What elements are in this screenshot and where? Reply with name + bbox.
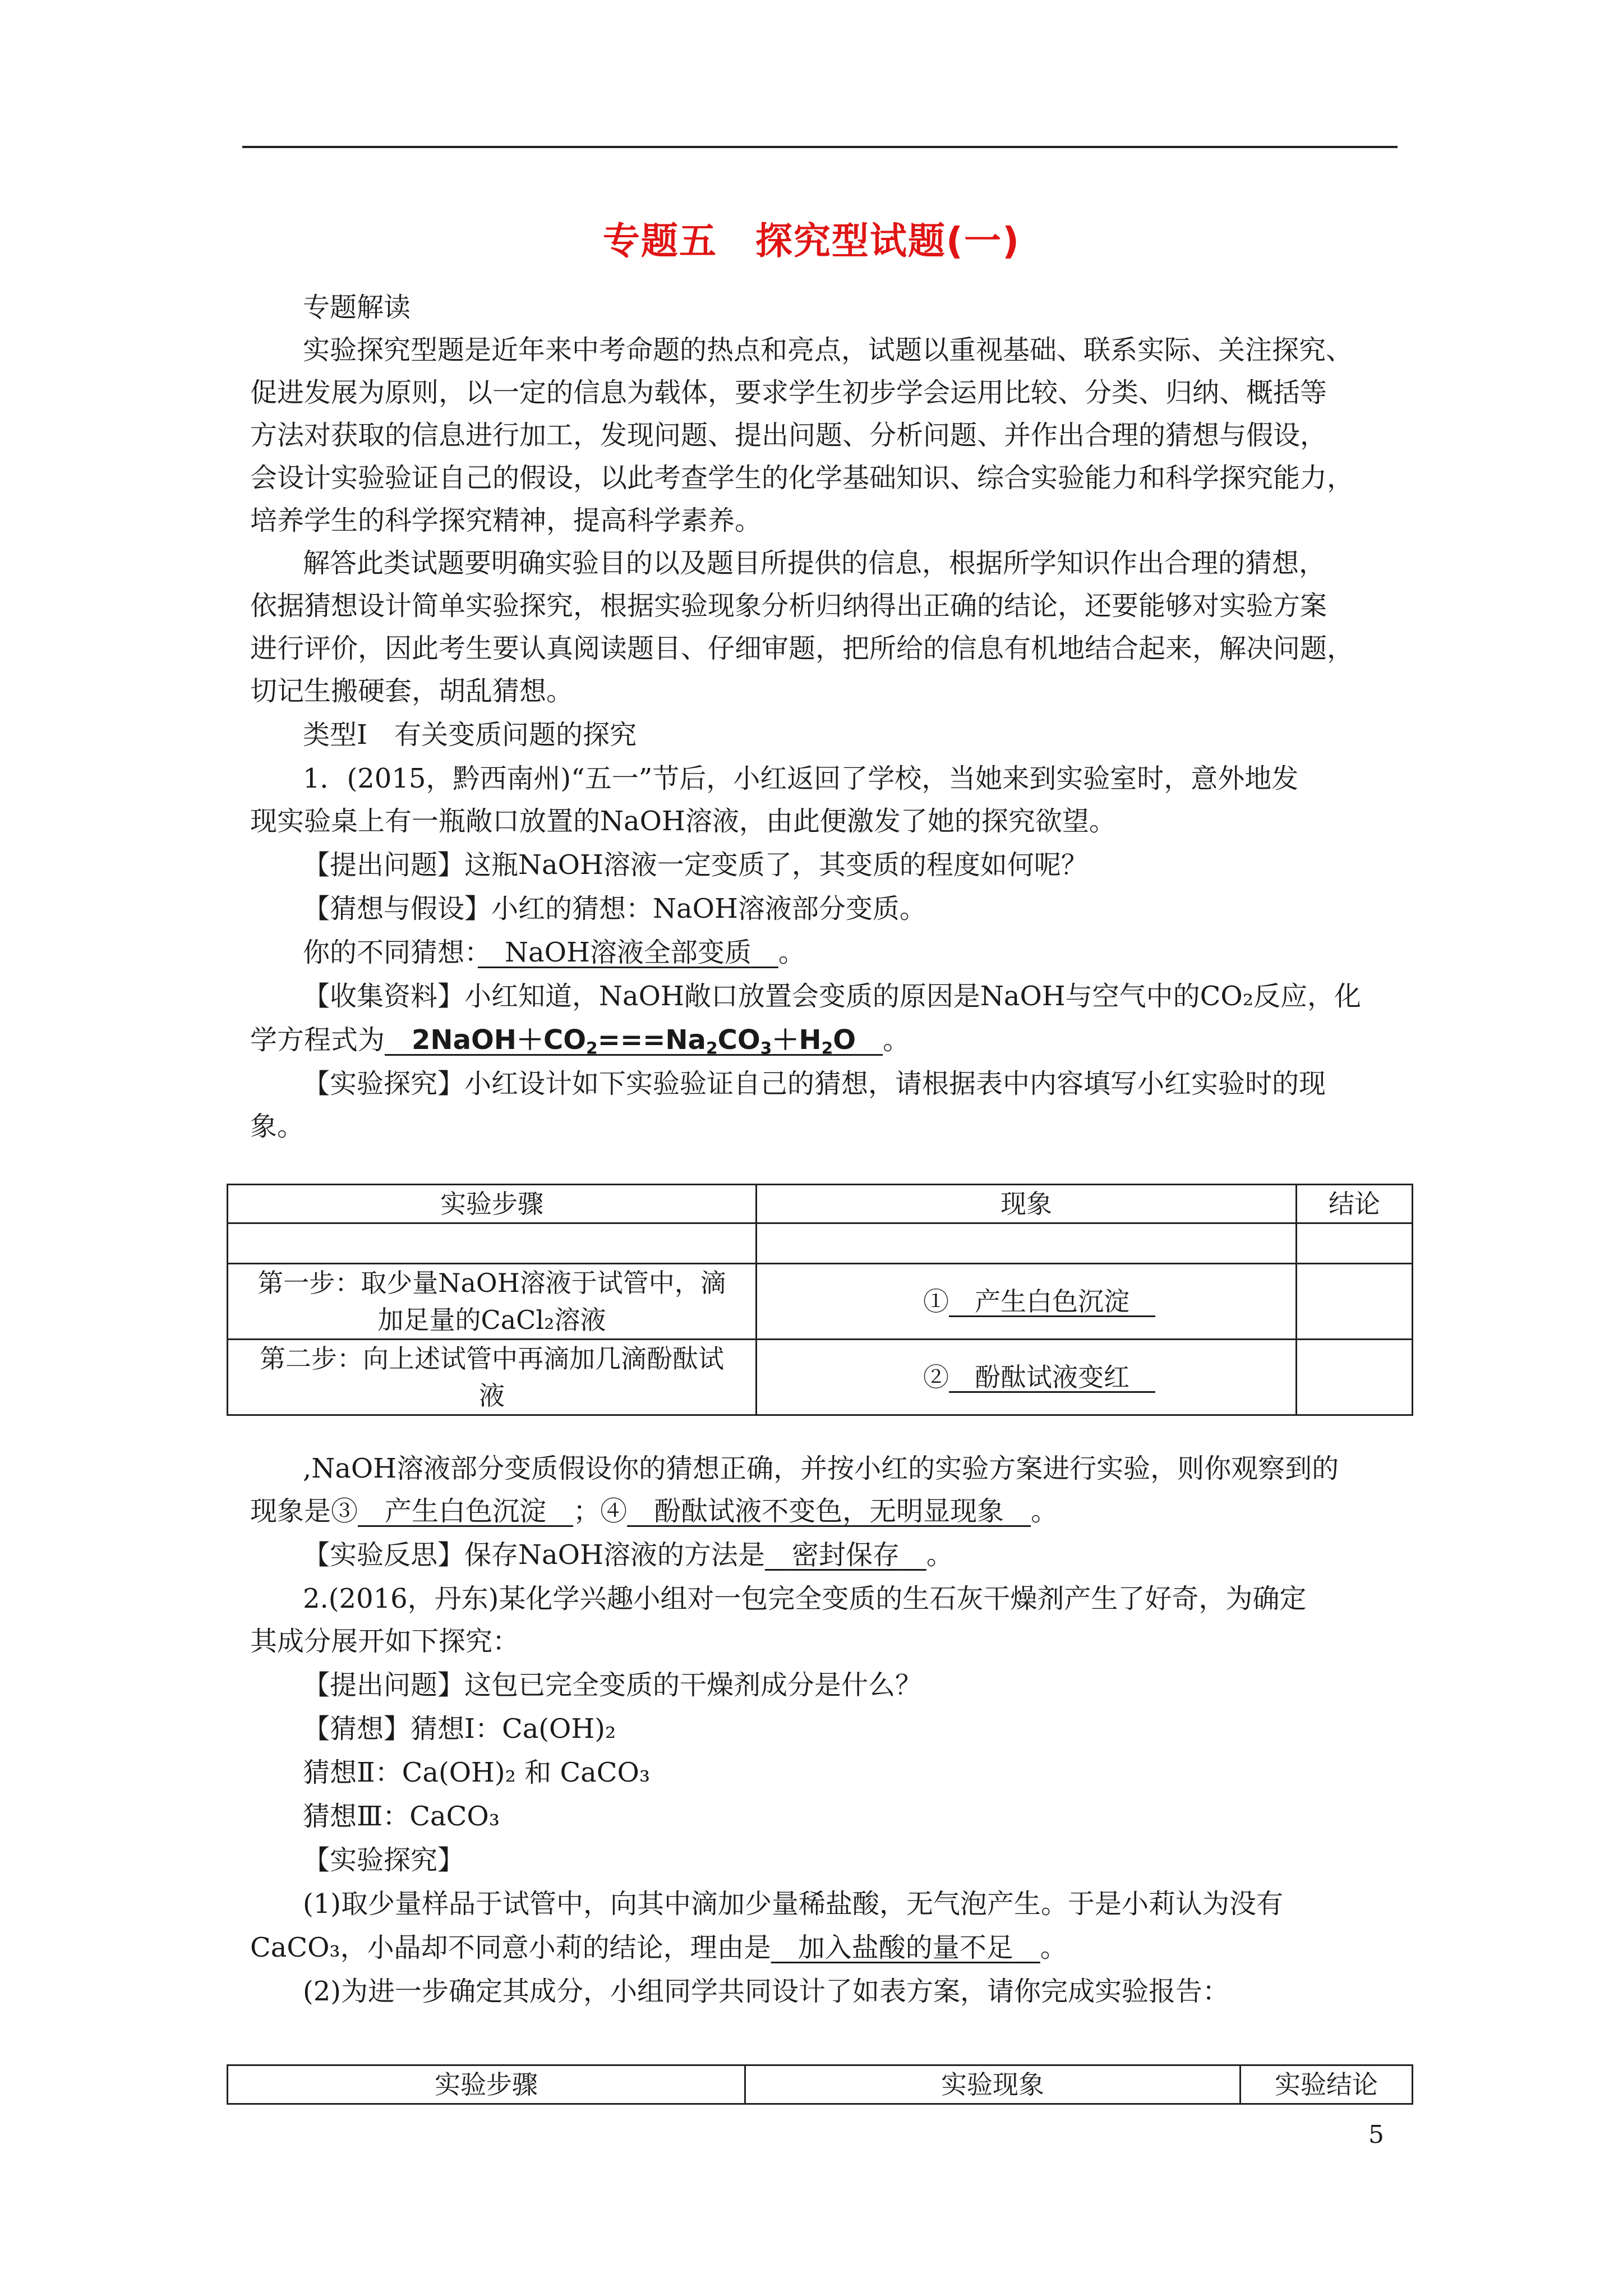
table-cell-phenomenon: ② 酚酞试液变红	[757, 1340, 1297, 1415]
q1-after-line2: 现象是③ 产生白色沉淀 ；④ 酚酞试液不变色，无明显现象 。	[250, 1496, 1058, 1527]
q1-collect-line1: 【收集资料】小红知道，NaOH敞口放置会变质的原因是NaOH与空气中的CO₂反应，化	[303, 981, 1361, 1012]
table-cell-empty	[1297, 1223, 1413, 1264]
q1-collect-line2	[250, 1019, 910, 1061]
q2-guess2: 猜想Ⅱ：Ca(OH)₂ 和 CaCO₃	[303, 1757, 651, 1788]
q2-explore: 【实验探究】	[303, 1844, 465, 1876]
q2-step1-line1: (1)取少量样品于试管中，向其中滴加少量稀盐酸，无气泡产生。于是小莉认为没有	[303, 1888, 1283, 1920]
q1-stem-line1: 1．(2015，黔西南州)“五一”节后，小红返回了学校，当她来到实验室时，意外地发	[303, 763, 1299, 794]
q2-guess3: 猜想Ⅲ：CaCO₃	[303, 1801, 500, 1832]
page-number: 5	[1368, 2120, 1384, 2149]
intro-heading: 专题解读	[303, 292, 411, 323]
table-row	[228, 1264, 1413, 1340]
equation-answer: $2NaOH+CO_2===Na_2CO_3+H_2O$	[412, 1024, 856, 1059]
q1-explore-line2: 象。	[250, 1111, 305, 1142]
your-guess-label: 你的不同猜想：	[303, 937, 478, 968]
q1-stem-line2: 现实验桌上有一瓶敞口放置的NaOH溶液，由此便激发了她的探究欲望。	[250, 806, 1116, 837]
table-cell-phenomenon: ① 产生白色沉淀	[757, 1264, 1297, 1340]
intro-p1-line4: 会设计实验验证自己的假设，以此考查学生的化学基础知识、综合实验能力和科学探究能力，	[250, 462, 1354, 494]
q1-after-line1: ,NaOH溶液部分变质假设你的猜想正确，并按小红的实验方案进行实验，则你观察到的	[303, 1453, 1339, 1484]
table-header-row	[228, 1185, 1413, 1223]
intro-p1-line5: 培养学生的科学探究精神，提高科学素养。	[250, 505, 762, 536]
intro-p1-line2: 促进发展为原则，以一定的信息为载体，要求学生初步学会运用比较、分类、归纳、概括等	[250, 377, 1327, 408]
table-cell-empty	[228, 1223, 757, 1264]
q1-experiment-table	[227, 1184, 1413, 1416]
intro-p2-line3: 进行评价，因此考生要认真阅读题目、仔细审题，把所给的信息有机地结合起来，解决问题，	[250, 633, 1354, 664]
equation-label: 学方程式为	[250, 1024, 385, 1056]
table-header: 实验步骤	[228, 2065, 745, 2104]
punct: 。	[778, 937, 805, 968]
punct: 。	[883, 1024, 910, 1056]
q1-explore-line1: 【实验探究】小红设计如下实验验证自己的猜想，请根据表中内容填写小红实验时的现	[303, 1068, 1326, 1099]
your-guess-answer: NaOH溶液全部变质	[505, 937, 751, 968]
intro-p1-line1: 实验探究型题是近年来中考命题的热点和亮点，试题以重视基础、联系实际、关注探究、	[303, 334, 1353, 366]
table-header-row	[228, 2065, 1413, 2104]
q1-your-guess	[303, 931, 805, 974]
table-header: 现象	[757, 1185, 1297, 1223]
intro-p1-line3: 方法对获取的信息进行加工，发现问题、提出问题、分析问题、并作出合理的猜想与假设，	[250, 420, 1327, 451]
table-row	[228, 1223, 1413, 1264]
q2-step1-line2: CaCO₃，小晶却不同意小莉的结论，理由是 加入盐酸的量不足 。	[250, 1932, 1067, 1963]
table-cell-empty	[1297, 1340, 1413, 1415]
table-header: 实验现象	[745, 2065, 1241, 2104]
q2-question: 【提出问题】这包已完全变质的干燥剂成分是什么？	[303, 1669, 923, 1701]
intro-p2-line1: 解答此类试题要明确实验目的以及题目所提供的信息，根据所学知识作出合理的猜想，	[303, 547, 1326, 579]
table-cell-empty	[1297, 1264, 1413, 1340]
q1-hypothesis: 【猜想与假设】小红的猜想：NaOH溶液部分变质。	[303, 893, 926, 924]
q2-stem-line2: 其成分展开如下探究：	[250, 1626, 520, 1657]
table-cell-step: 第二步：向上述试管中再滴加几滴酚酞试 液	[228, 1340, 757, 1415]
q2-step2: (2)为进一步确定其成分，小组同学共同设计了如表方案，请你完成实验报告：	[303, 1976, 1229, 2007]
q1-question: 【提出问题】这瓶NaOH溶液一定变质了，其变质的程度如何呢？	[303, 849, 1088, 881]
q2-guess1: 【猜想】猜想Ⅰ：Ca(OH)₂	[303, 1713, 616, 1745]
table-row	[228, 1340, 1413, 1415]
header-rule	[242, 146, 1398, 148]
table-header: 实验步骤	[228, 1185, 757, 1223]
q1-reflect: 【实验反思】保存NaOH溶液的方法是 密封保存 。	[303, 1539, 953, 1571]
table-cell-step: 第一步：取少量NaOH溶液于试管中，滴 加足量的CaCl₂溶液	[228, 1264, 757, 1340]
table-header: 结论	[1297, 1185, 1413, 1223]
table-header: 实验结论	[1241, 2065, 1413, 2104]
intro-p2-line2: 依据猜想设计简单实验探究，根据实验现象分析归纳得出正确的结论，还要能够对实验方案	[250, 590, 1327, 622]
table-cell-empty	[757, 1223, 1297, 1264]
q2-experiment-table	[227, 2064, 1413, 2105]
page-title: 专题五 探究型试题(一)	[602, 219, 1021, 263]
type-heading: 类型Ⅰ 有关变质问题的探究	[303, 719, 637, 751]
intro-p2-line4: 切记生搬硬套，胡乱猜想。	[250, 675, 574, 707]
q2-stem-line1: 2.(2016，丹东)某化学兴趣小组对一包完全变质的生石灰干燥剂产生了好奇，为确定	[303, 1583, 1307, 1614]
